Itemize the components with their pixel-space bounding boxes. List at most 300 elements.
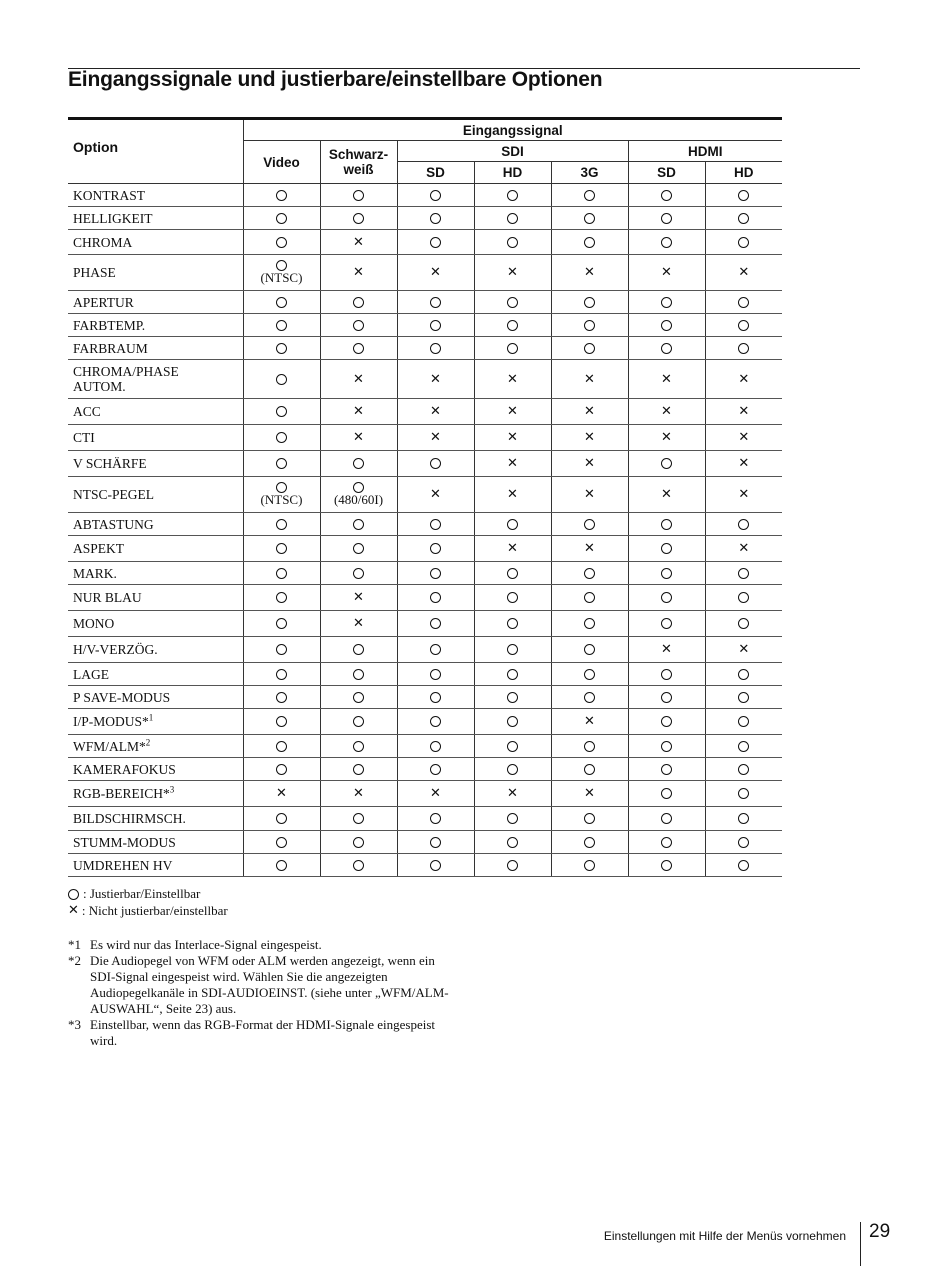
mark-wrap <box>706 741 783 752</box>
mark-cell <box>628 425 705 451</box>
mark-wrap <box>475 618 551 629</box>
mark-wrap <box>398 813 474 824</box>
mark-cell <box>243 477 320 513</box>
mark-wrap <box>475 213 551 224</box>
circle-icon <box>276 568 287 579</box>
mark-wrap <box>321 373 397 386</box>
circle-icon <box>353 213 364 224</box>
mark-wrap <box>706 813 783 824</box>
mark-cell <box>474 536 551 562</box>
mark-cell <box>551 781 628 807</box>
circle-icon <box>661 837 672 848</box>
option-label-text: NTSC-PEGEL <box>73 487 154 502</box>
table-row <box>68 513 782 536</box>
mark-wrap <box>706 457 783 470</box>
mark-cell <box>320 611 397 637</box>
circle-icon <box>276 213 287 224</box>
mark-cell <box>397 207 474 230</box>
cross-icon: ✕ <box>430 371 441 387</box>
mark-cell <box>320 585 397 611</box>
option-label-text: PHASE <box>73 265 116 280</box>
table-row <box>68 807 782 831</box>
mark-wrap <box>552 457 628 470</box>
circle-icon <box>507 297 518 308</box>
option-label <box>68 611 243 637</box>
circle-icon <box>584 741 595 752</box>
mark-wrap <box>321 343 397 354</box>
mark-cell <box>705 807 782 831</box>
mark-wrap <box>398 519 474 530</box>
table-row <box>68 735 782 758</box>
mark-cell <box>320 637 397 663</box>
mark-wrap <box>244 860 320 871</box>
circle-icon <box>276 237 287 248</box>
table-row <box>68 451 782 477</box>
circle-icon <box>661 343 672 354</box>
mark-wrap <box>552 488 628 501</box>
cross-icon: ✕ <box>584 265 595 280</box>
circle-icon <box>584 343 595 354</box>
footer-section-title: Einstellungen mit Hilfe der Menüs vornehmen <box>603 1229 846 1243</box>
mark-wrap <box>706 837 783 848</box>
video-header: Video <box>243 141 320 184</box>
mark-cell <box>474 611 551 637</box>
mark-wrap <box>552 297 628 308</box>
mark-cell <box>243 735 320 758</box>
mark-cell <box>474 637 551 663</box>
mark-cell <box>397 513 474 536</box>
mark-wrap <box>706 643 783 656</box>
circle-icon <box>276 406 287 417</box>
mark-wrap <box>475 764 551 775</box>
option-label <box>68 291 243 314</box>
cross-icon: ✕ <box>353 786 364 801</box>
option-label-text: CHROMA/PHASE <box>73 364 179 379</box>
circle-icon <box>430 568 441 579</box>
circle-icon <box>738 860 749 871</box>
circle-icon <box>661 592 672 603</box>
mark-wrap <box>398 543 474 554</box>
mark-cell <box>243 781 320 807</box>
mark-cell <box>397 585 474 611</box>
cross-icon: ✕ <box>661 430 672 445</box>
mark-wrap <box>475 568 551 579</box>
mark-cell <box>320 451 397 477</box>
mark-wrap <box>244 406 320 417</box>
mark-wrap <box>321 617 397 630</box>
mark-wrap <box>244 669 320 680</box>
circle-icon <box>276 669 287 680</box>
mark-wrap <box>475 237 551 248</box>
mark-wrap <box>244 592 320 603</box>
cross-icon: ✕ <box>584 404 595 419</box>
mark-cell <box>551 536 628 562</box>
mark-wrap <box>552 266 628 279</box>
circle-icon <box>276 320 287 331</box>
mark-cell <box>320 513 397 536</box>
option-label-text: ACC <box>73 404 101 419</box>
mark-wrap <box>552 343 628 354</box>
mark-cell <box>474 686 551 709</box>
circle-icon <box>584 669 595 680</box>
table-row <box>68 663 782 686</box>
bw-header-line2: weiß <box>343 162 374 177</box>
option-label <box>68 255 243 291</box>
mark-wrap <box>706 692 783 703</box>
mark-wrap <box>629 669 705 680</box>
table-row <box>68 686 782 709</box>
mark-cell <box>397 807 474 831</box>
circle-icon <box>276 458 287 469</box>
mark-cell <box>243 709 320 735</box>
mark-cell <box>705 230 782 255</box>
mark-wrap <box>398 669 474 680</box>
mark-cell <box>551 807 628 831</box>
mark-wrap <box>321 787 397 800</box>
cross-icon: ✕ <box>738 371 750 387</box>
mark-wrap <box>629 519 705 530</box>
table-row <box>68 637 782 663</box>
mark-cell <box>551 686 628 709</box>
mark-cell <box>551 611 628 637</box>
mark-wrap <box>706 618 783 629</box>
mark-wrap <box>321 568 397 579</box>
footnote-key: *1 <box>68 937 81 952</box>
mark-wrap <box>475 343 551 354</box>
circle-icon <box>430 237 441 248</box>
mark-cell <box>243 758 320 781</box>
circle-icon <box>507 837 518 848</box>
option-label <box>68 637 243 663</box>
mark-wrap <box>398 618 474 629</box>
mark-wrap <box>244 543 320 554</box>
mark-cell <box>628 611 705 637</box>
circle-icon <box>738 741 749 752</box>
mark-cell <box>320 781 397 807</box>
mark-cell <box>705 611 782 637</box>
option-label-text: CTI <box>73 430 95 445</box>
mark-wrap <box>398 431 474 444</box>
option-label-text: LAGE <box>73 666 109 682</box>
mark-cell <box>474 477 551 513</box>
mark-wrap <box>552 669 628 680</box>
table-row <box>68 781 782 807</box>
mark-wrap <box>475 716 551 727</box>
option-label <box>68 230 243 255</box>
cross-icon: ✕ <box>584 456 595 471</box>
mark-cell <box>628 709 705 735</box>
circle-icon <box>353 458 364 469</box>
mark-wrap <box>706 669 783 680</box>
circle-icon <box>430 297 441 308</box>
circle-icon <box>507 237 518 248</box>
page-number: 29 <box>869 1221 891 1242</box>
mark-wrap <box>321 405 397 418</box>
mark-cell <box>628 637 705 663</box>
circle-icon <box>507 764 518 775</box>
circle-icon <box>430 592 441 603</box>
mark-cell <box>320 477 397 513</box>
circle-icon <box>507 213 518 224</box>
mark-cell <box>243 230 320 255</box>
table-row <box>68 255 782 291</box>
mark-cell <box>320 230 397 255</box>
mark-wrap <box>706 764 783 775</box>
circle-icon <box>430 813 441 824</box>
circle-icon <box>353 568 364 579</box>
circle-icon <box>276 592 287 603</box>
option-label <box>68 781 243 807</box>
mark-wrap <box>706 237 783 248</box>
circle-icon <box>353 543 364 554</box>
mark-wrap <box>244 432 320 443</box>
mark-wrap <box>552 190 628 201</box>
mark-wrap <box>629 458 705 469</box>
mark-cell <box>320 807 397 831</box>
mark-cell <box>320 314 397 337</box>
circle-icon <box>430 764 441 775</box>
circle-icon <box>353 190 364 201</box>
mark-cell <box>474 207 551 230</box>
circle-icon <box>584 297 595 308</box>
mark-wrap <box>244 519 320 530</box>
mark-wrap <box>706 592 783 603</box>
mark-cell <box>320 758 397 781</box>
cross-icon: ✕ <box>353 430 364 445</box>
mark-wrap <box>629 813 705 824</box>
mark-wrap <box>398 237 474 248</box>
circle-icon <box>430 741 441 752</box>
mark-cell <box>320 255 397 291</box>
cross-icon: ✕ <box>661 404 672 419</box>
circle-icon <box>584 764 595 775</box>
mark-wrap <box>629 592 705 603</box>
mark-wrap <box>552 692 628 703</box>
mark-wrap <box>321 213 397 224</box>
mark-cell <box>474 513 551 536</box>
mark-wrap <box>475 669 551 680</box>
circle-icon <box>353 741 364 752</box>
mark-cell <box>243 184 320 207</box>
mark-wrap <box>244 716 320 727</box>
mark-cell <box>320 360 397 399</box>
mark-cell <box>705 337 782 360</box>
cross-icon: ✕ <box>738 642 750 657</box>
mark-cell <box>397 611 474 637</box>
mark-cell <box>397 230 474 255</box>
circle-icon <box>430 458 441 469</box>
option-label <box>68 735 243 758</box>
option-label-text-line2: AUTOM. <box>73 379 126 394</box>
mark-wrap <box>629 788 705 799</box>
mark-cell <box>474 807 551 831</box>
hdmi-hd-header: HD <box>705 162 782 184</box>
mark-wrap <box>475 457 551 470</box>
table-row <box>68 425 782 451</box>
mark-wrap <box>244 320 320 331</box>
mark-wrap <box>244 374 320 385</box>
mark-wrap <box>629 190 705 201</box>
mark-wrap <box>552 644 628 655</box>
option-label <box>68 184 243 207</box>
mark-wrap <box>244 644 320 655</box>
circle-icon <box>276 860 287 871</box>
mark-cell <box>705 686 782 709</box>
cross-icon: ✕ <box>738 430 750 445</box>
mark-cell <box>551 585 628 611</box>
mark-wrap <box>244 813 320 824</box>
circle-icon <box>430 860 441 871</box>
mark-cell <box>551 637 628 663</box>
cross-icon: ✕ <box>507 786 518 801</box>
mark-wrap <box>321 644 397 655</box>
option-label <box>68 663 243 686</box>
option-label <box>68 709 243 735</box>
mark-wrap <box>475 741 551 752</box>
mark-wrap <box>398 692 474 703</box>
mark-wrap <box>398 405 474 418</box>
mark-wrap <box>706 190 783 201</box>
option-label <box>68 360 243 399</box>
mark-cell <box>474 291 551 314</box>
mark-wrap <box>475 190 551 201</box>
mark-wrap <box>321 519 397 530</box>
mark-cell <box>628 451 705 477</box>
circle-icon <box>584 320 595 331</box>
table-row <box>68 585 782 611</box>
mark-cell <box>474 337 551 360</box>
mark-cell <box>397 337 474 360</box>
circle-icon <box>738 669 749 680</box>
mark-wrap <box>321 236 397 249</box>
mark-wrap <box>244 741 320 752</box>
cross-icon: ✕ <box>661 642 672 657</box>
table-row <box>68 230 782 255</box>
mark-cell <box>243 360 320 399</box>
option-label <box>68 854 243 877</box>
mark-wrap <box>244 568 320 579</box>
table-row <box>68 831 782 854</box>
mark-wrap <box>552 837 628 848</box>
circle-icon <box>276 543 287 554</box>
option-label <box>68 831 243 854</box>
cross-icon: ✕ <box>430 786 441 801</box>
mark-wrap <box>629 213 705 224</box>
mark-cell <box>243 562 320 585</box>
mark-cell <box>474 425 551 451</box>
mark-wrap <box>475 837 551 848</box>
mark-wrap <box>321 860 397 871</box>
circle-icon <box>353 644 364 655</box>
option-label-text: FARBTEMP. <box>73 317 146 333</box>
mark-cell <box>628 735 705 758</box>
circle-icon <box>661 320 672 331</box>
mark-wrap <box>706 788 783 799</box>
mark-cell <box>474 255 551 291</box>
option-label-text: NUR BLAU <box>73 590 142 605</box>
mark-cell <box>397 291 474 314</box>
mark-wrap <box>706 488 783 501</box>
circle-icon <box>353 297 364 308</box>
circle-icon <box>738 320 749 331</box>
mark-wrap <box>475 542 551 555</box>
mark-wrap <box>475 297 551 308</box>
mark-wrap <box>321 741 397 752</box>
mark-cell <box>397 854 474 877</box>
mark-cell <box>397 425 474 451</box>
mark-cell <box>705 360 782 399</box>
mark-cell <box>551 425 628 451</box>
option-label <box>68 399 243 425</box>
circle-icon <box>507 190 518 201</box>
mark-wrap <box>706 860 783 871</box>
cross-icon: ✕ <box>738 541 750 556</box>
circle-icon <box>584 692 595 703</box>
mark-cell <box>243 807 320 831</box>
mark-wrap <box>706 297 783 308</box>
mark-cell <box>551 663 628 686</box>
table-row <box>68 207 782 230</box>
mark-wrap <box>398 716 474 727</box>
table-row <box>68 709 782 735</box>
circle-icon <box>353 837 364 848</box>
mark-cell <box>551 451 628 477</box>
mark-cell <box>628 854 705 877</box>
option-label <box>68 477 243 513</box>
mark-wrap <box>244 837 320 848</box>
mark-cell <box>474 781 551 807</box>
mark-cell <box>628 184 705 207</box>
circle-icon <box>507 813 518 824</box>
mark-wrap <box>321 692 397 703</box>
mark-wrap <box>629 716 705 727</box>
mark-cell <box>705 207 782 230</box>
mark-cell <box>397 184 474 207</box>
mark-cell <box>397 451 474 477</box>
mark-cell <box>551 314 628 337</box>
cross-icon: ✕ <box>353 371 364 387</box>
circle-icon <box>276 343 287 354</box>
mark-wrap <box>398 741 474 752</box>
mark-wrap <box>629 643 705 656</box>
mark-wrap <box>398 266 474 279</box>
option-label-text: KAMERAFOKUS <box>73 761 176 777</box>
circle-icon <box>276 519 287 530</box>
mark-cell <box>397 758 474 781</box>
circle-icon <box>738 692 749 703</box>
mark-wrap <box>398 373 474 386</box>
mark-cell <box>243 585 320 611</box>
table-row <box>68 536 782 562</box>
mark-wrap <box>475 266 551 279</box>
mark-cell <box>243 536 320 562</box>
cross-icon: ✕ <box>738 404 750 419</box>
mark-wrap <box>475 813 551 824</box>
sdi-hd-header: HD <box>474 162 551 184</box>
mark-cell <box>320 686 397 709</box>
hdmi-sd-header: SD <box>628 162 705 184</box>
mark-cell <box>628 513 705 536</box>
circle-icon <box>738 568 749 579</box>
mark-wrap <box>398 213 474 224</box>
mark-cell <box>628 360 705 399</box>
option-label-text: BILDSCHIRMSCH. <box>73 811 186 826</box>
mark-wrap <box>244 237 320 248</box>
option-label <box>68 585 243 611</box>
table-row <box>68 291 782 314</box>
option-label-text: APERTUR <box>73 294 134 310</box>
mark-wrap <box>398 764 474 775</box>
